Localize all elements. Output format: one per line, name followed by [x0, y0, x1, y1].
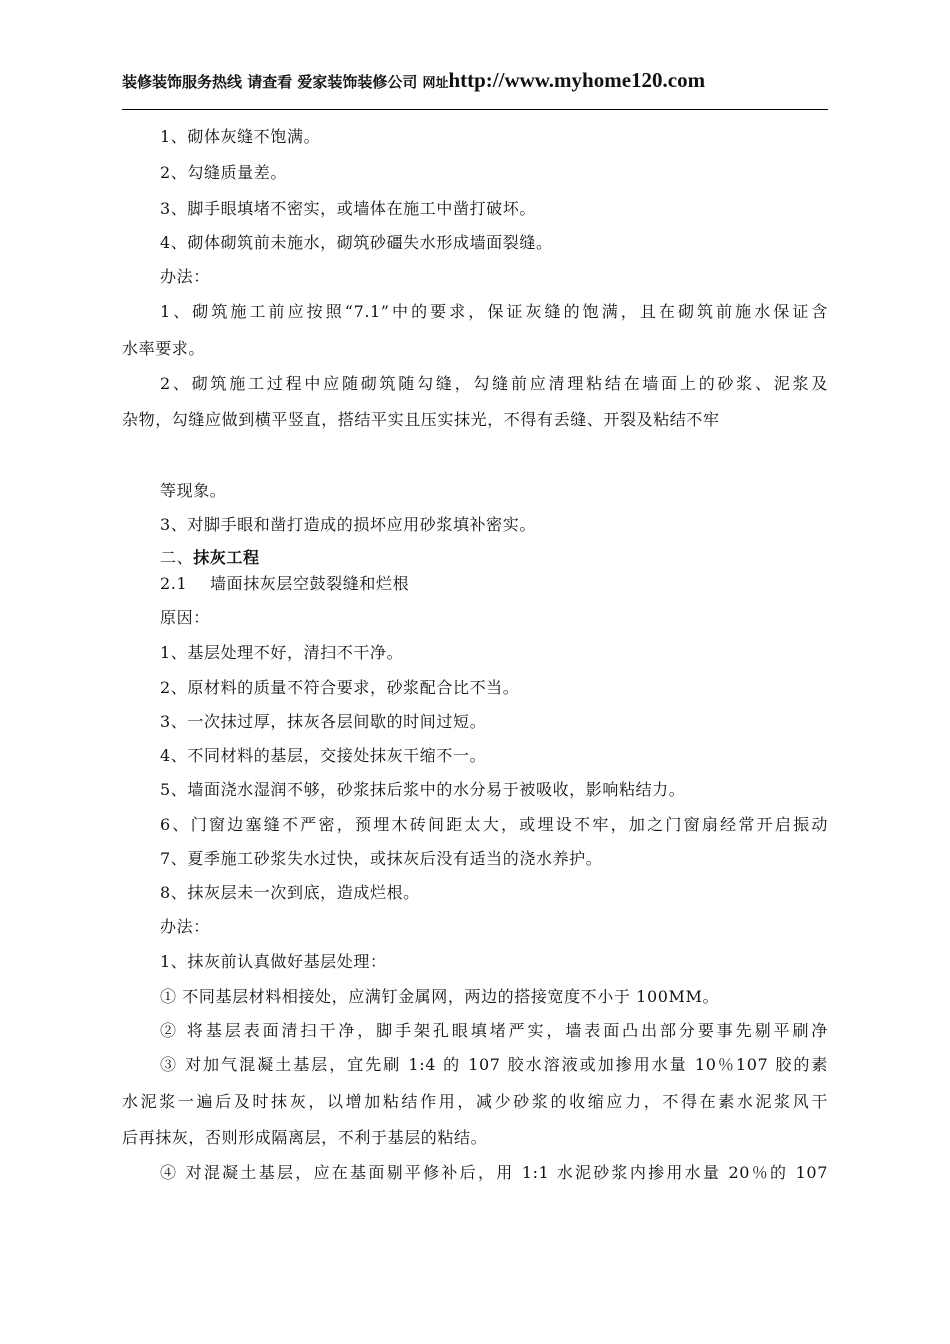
text-line: 办法： — [160, 917, 210, 936]
header-hotline-text: 装修装饰服务热线 请查看 — [122, 73, 293, 91]
text-line: 5、墙面浇水湿润不够，砂浆抹后浆中的水分易于被吸收，影响粘结力。 — [160, 780, 686, 799]
page-header — [122, 68, 828, 98]
text-line: 3、对脚手眼和凿打造成的损坏应用砂浆填补密实。 — [160, 515, 536, 534]
text-line: 1、基层处理不好，清扫不干净。 — [160, 643, 404, 662]
text-line: 1、砌筑施工前应按照“7.1”中的要求，保证灰缝的饱满，且在砌筑前施水保证含 — [160, 302, 828, 321]
text-line: ④ 对混凝土基层，应在基面剔平修补后，用 1:1 水泥砂浆内掺用水量 20％的 107 — [160, 1163, 828, 1182]
text-line: 原因： — [160, 608, 210, 627]
text-line: 3、一次抹过厚，抹灰各层间歇的时间过短。 — [160, 712, 487, 731]
header-url-link[interactable]: http://www.myhome120.com — [448, 68, 706, 92]
text-line: 等现象。 — [160, 481, 227, 500]
text-line: 2、勾缝质量差。 — [160, 163, 287, 182]
text-line: 杂物，勾缝应做到横平竖直，搭结平实且压实抹光，不得有丢缝、开裂及粘结不牢 — [122, 410, 720, 429]
text-line: 2、原材料的质量不符合要求，砂浆配合比不当。 — [160, 678, 520, 697]
text-line: 1、抹灰前认真做好基层处理： — [160, 952, 387, 971]
section-heading — [160, 545, 828, 568]
subsection-heading: 2.1 墙面抹灰层空鼓裂缝和烂根 — [160, 574, 410, 593]
section-heading-prefix: 二、 — [160, 548, 194, 567]
header-company-name: 爱家装饰装修公司 — [297, 73, 418, 91]
text-line: 办法： — [160, 267, 210, 286]
header-url-label: 网址 — [422, 76, 449, 91]
text-line: 4、砌体砌筑前未施水，砌筑砂礓失水形成墙面裂缝。 — [160, 233, 553, 252]
text-line: 6、门窗边塞缝不严密，预埋木砖间距太大，或埋设不牢，加之门窗扇经常开启振动 — [160, 815, 828, 834]
text-line: 后再抹灰，否则形成隔离层，不利于基层的粘结。 — [122, 1128, 488, 1147]
section-heading-title: 抹灰工程 — [193, 548, 260, 567]
text-line: 水泥浆一遍后及时抹灰，以增加粘结作用，减少砂浆的收缩应力，不得在素水泥浆风干 — [122, 1092, 828, 1111]
text-line: 1、砌体灰缝不饱满。 — [160, 127, 321, 146]
text-line: ② 将基层表面清扫干净，脚手架孔眼填堵严实，墙表面凸出部分要事先剔平刷净 — [160, 1021, 828, 1040]
text-line: 8、抹灰层未一次到底，造成烂根。 — [160, 883, 420, 902]
text-line: 水率要求。 — [122, 339, 206, 358]
header-divider — [122, 109, 828, 110]
text-line: ① 不同基层材料相接处，应满钉金属网，两边的搭接宽度不小于 100MM。 — [160, 987, 720, 1006]
text-line: 7、夏季施工砂浆失水过快，或抹灰后没有适当的浇水养护。 — [160, 849, 603, 868]
text-line: 2、砌筑施工过程中应随砌筑随勾缝，勾缝前应清理粘结在墙面上的砂浆、泥浆及 — [160, 374, 828, 393]
text-line: ③ 对加气混凝土基层，宜先刷 1:4 的 107 胶水溶液或加掺用水量 10％107 胶的素 — [160, 1055, 828, 1074]
text-line: 3、脚手眼填堵不密实，或墙体在施工中凿打破坏。 — [160, 199, 536, 218]
text-line: 4、不同材料的基层，交接处抹灰干缩不一。 — [160, 746, 487, 765]
